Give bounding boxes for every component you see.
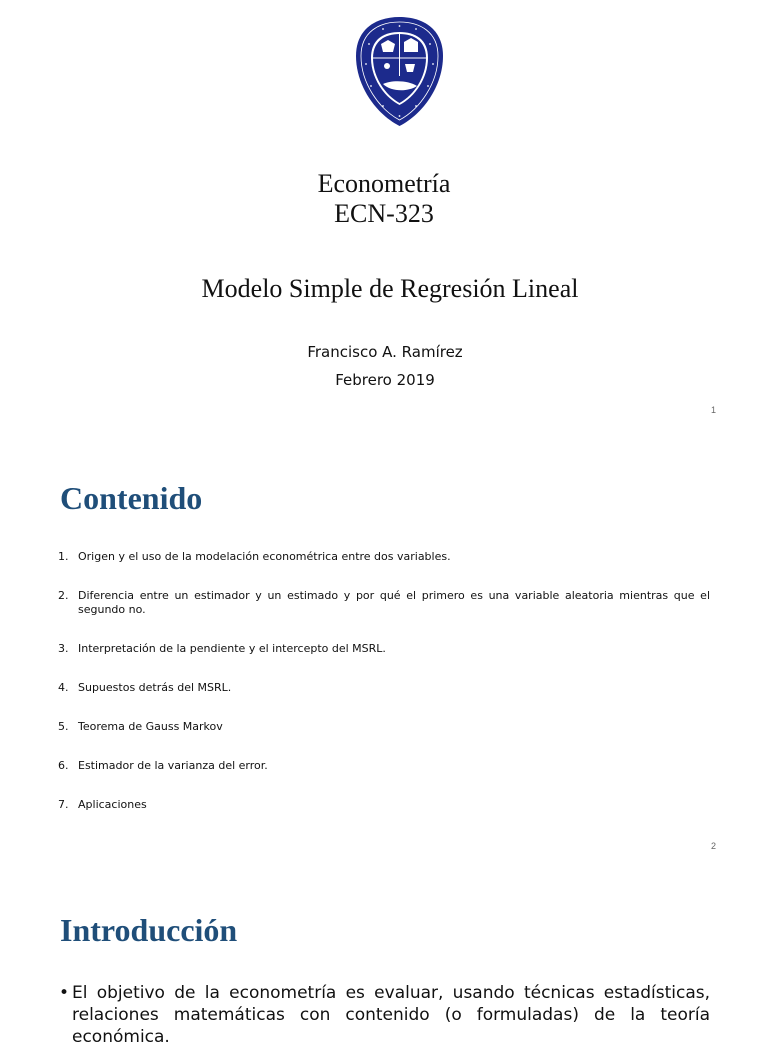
course-title: Econometría — [317, 169, 451, 198]
title-slide — [0, 0, 768, 432]
list-item: 7. Aplicaciones — [58, 798, 147, 811]
bullet-marker: • — [59, 983, 70, 1003]
page-number: 2 — [710, 841, 716, 851]
list-item: 3. Interpretación de la pendiente y el intercepto del MSRL. — [58, 642, 386, 655]
contents-list — [58, 550, 710, 812]
course-code: ECN-323 — [334, 199, 434, 228]
list-item: 1. Origen y el uso de la modelación econométrica entre dos variables. — [58, 550, 451, 563]
introduction-text: El objetivo de la econometría es evaluar, usando técnicas estadísticas, relaciones matemáticas con contenido (o formuladas) de la teoría económica. — [72, 983, 710, 1047]
contents-slide — [0, 432, 768, 864]
contents-heading: Contenido — [60, 480, 203, 516]
list-item: 4. Supuestos detrás del MSRL. — [58, 681, 232, 694]
list-item: 2. Diferencia entre un estimador y un estimado y por qué el primero es una variable aleatoria mientras que el segundo no. — [58, 589, 710, 616]
page-number: 1 — [710, 405, 716, 415]
author-name: Francisco A. Ramírez — [307, 343, 463, 361]
introduction-heading: Introducción — [60, 912, 238, 948]
presentation-date: Febrero 2019 — [335, 371, 435, 389]
list-item: 5. Teorema de Gauss Markov — [58, 720, 223, 733]
list-item: 6. Estimador de la varianza del error. — [58, 759, 268, 772]
introduction-slide — [0, 864, 768, 1047]
slide-subtitle: Modelo Simple de Regresión Lineal — [201, 274, 579, 303]
introduction-paragraph — [60, 982, 710, 1048]
university-seal-icon — [353, 14, 446, 129]
